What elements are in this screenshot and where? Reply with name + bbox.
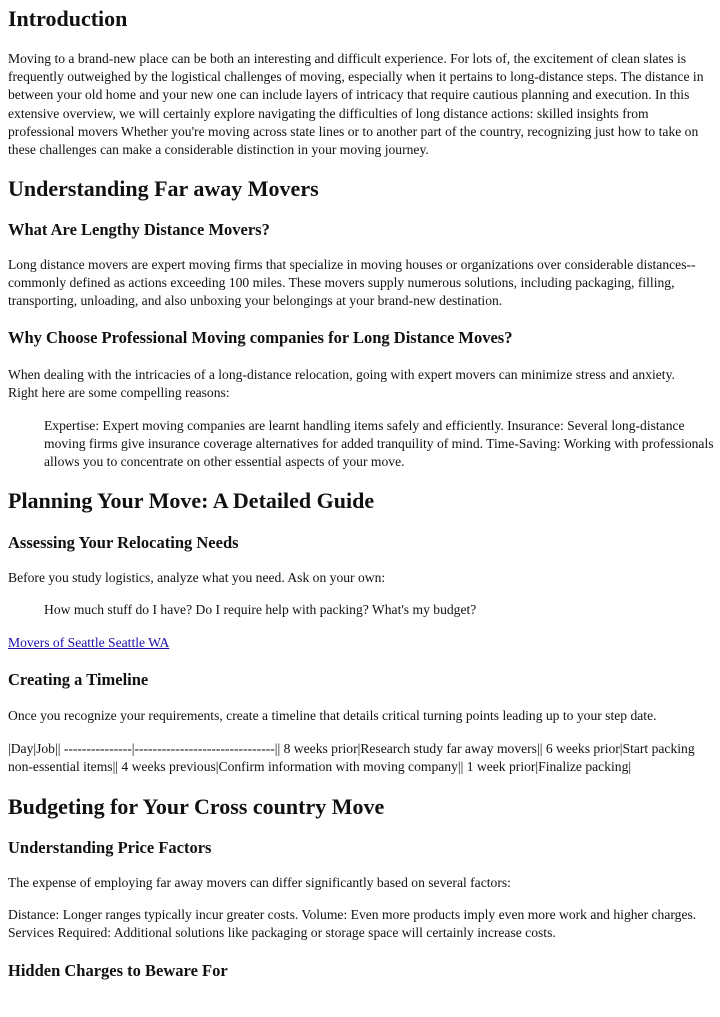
paragraph-timeline: Once you recognize your requirements, create a timeline that details critical turning points leading up to your step date.	[8, 708, 657, 723]
paragraph-intro: Moving to a brand-new place can be both an interesting and difficult experience. For lots of, the excitement of clean slates is frequently outweighed by the logistical challenges of moving, especially when it pertains to long-distance steps. The distance in between your old home and your new one can include layers of intricacy that require cautious planning and execution. In this extensive overview, we will certainly explore navigating the difficulties of long distance actions: skilled insights from professional movers Whether you're moving across state lines or to another part of the country, recognizing just how to take on these challenges can make a considerable distinction in your moving journey.	[8, 51, 704, 158]
paragraph-price-list: Distance: Longer ranges typically incur greater costs. Volume: Even more products imply even more work and higher charges. Services Required: Additional solutions like packaging or storage space will certainly increase costs.	[8, 907, 697, 941]
heading-understanding: Understanding Far away Movers	[8, 176, 319, 201]
paragraph-price: The expense of employing far away movers can differ significantly based on several factors:	[8, 875, 511, 890]
list-why-reasons: Expertise: Expert moving companies are learnt handling items safely and efficiently. Insurance: Several long-distance moving firms give insurance coverage alternatives for added tranquility of mind. Time-Saving: Working with professionals allows you to concentrate on other essential aspects of your move.	[44, 418, 714, 470]
link-movers-of-seattle[interactable]: Movers of Seattle Seattle WA	[8, 635, 170, 650]
paragraph-assessing: Before you study logistics, analyze what you need. Ask on your own:	[8, 570, 386, 585]
paragraph-what-are: Long distance movers are expert moving firms that specialize in moving houses or organizations over considerable distances--commonly defined as actions exceeding 100 miles. These movers supply numerous solutions, including packaging, filling, transporting, unloading, and also unboxing your belongings at your brand-new destination.	[8, 257, 696, 309]
timeline-table-text: |Day|Job|| ---------------|-------------------------------|| 8 weeks prior|Research study far away movers|| 6 weeks prior|Start packing non-essential items|| 4 weeks previous|Confirm information with moving company|| 1 week prior|Finalize packing|	[8, 741, 695, 775]
heading-assessing: Assessing Your Relocating Needs	[8, 533, 239, 552]
heading-introduction: Introduction	[8, 6, 128, 31]
heading-price-factors: Understanding Price Factors	[8, 838, 212, 857]
heading-planning: Planning Your Move: A Detailed Guide	[8, 488, 375, 513]
heading-hidden-charges: Hidden Charges to Beware For	[8, 961, 228, 980]
heading-why-choose: Why Choose Professional Moving companies for Long Distance Moves?	[8, 328, 513, 347]
heading-timeline: Creating a Timeline	[8, 670, 149, 689]
heading-budgeting: Budgeting for Your Cross country Move	[8, 794, 385, 819]
list-assessing-questions: How much stuff do I have? Do I require help with packing? What's my budget?	[44, 602, 477, 617]
heading-what-are: What Are Lengthy Distance Movers?	[8, 220, 270, 239]
paragraph-why: When dealing with the intricacies of a long-distance relocation, going with expert movers can minimize stress and anxiety. Right here are some compelling reasons:	[8, 367, 675, 401]
